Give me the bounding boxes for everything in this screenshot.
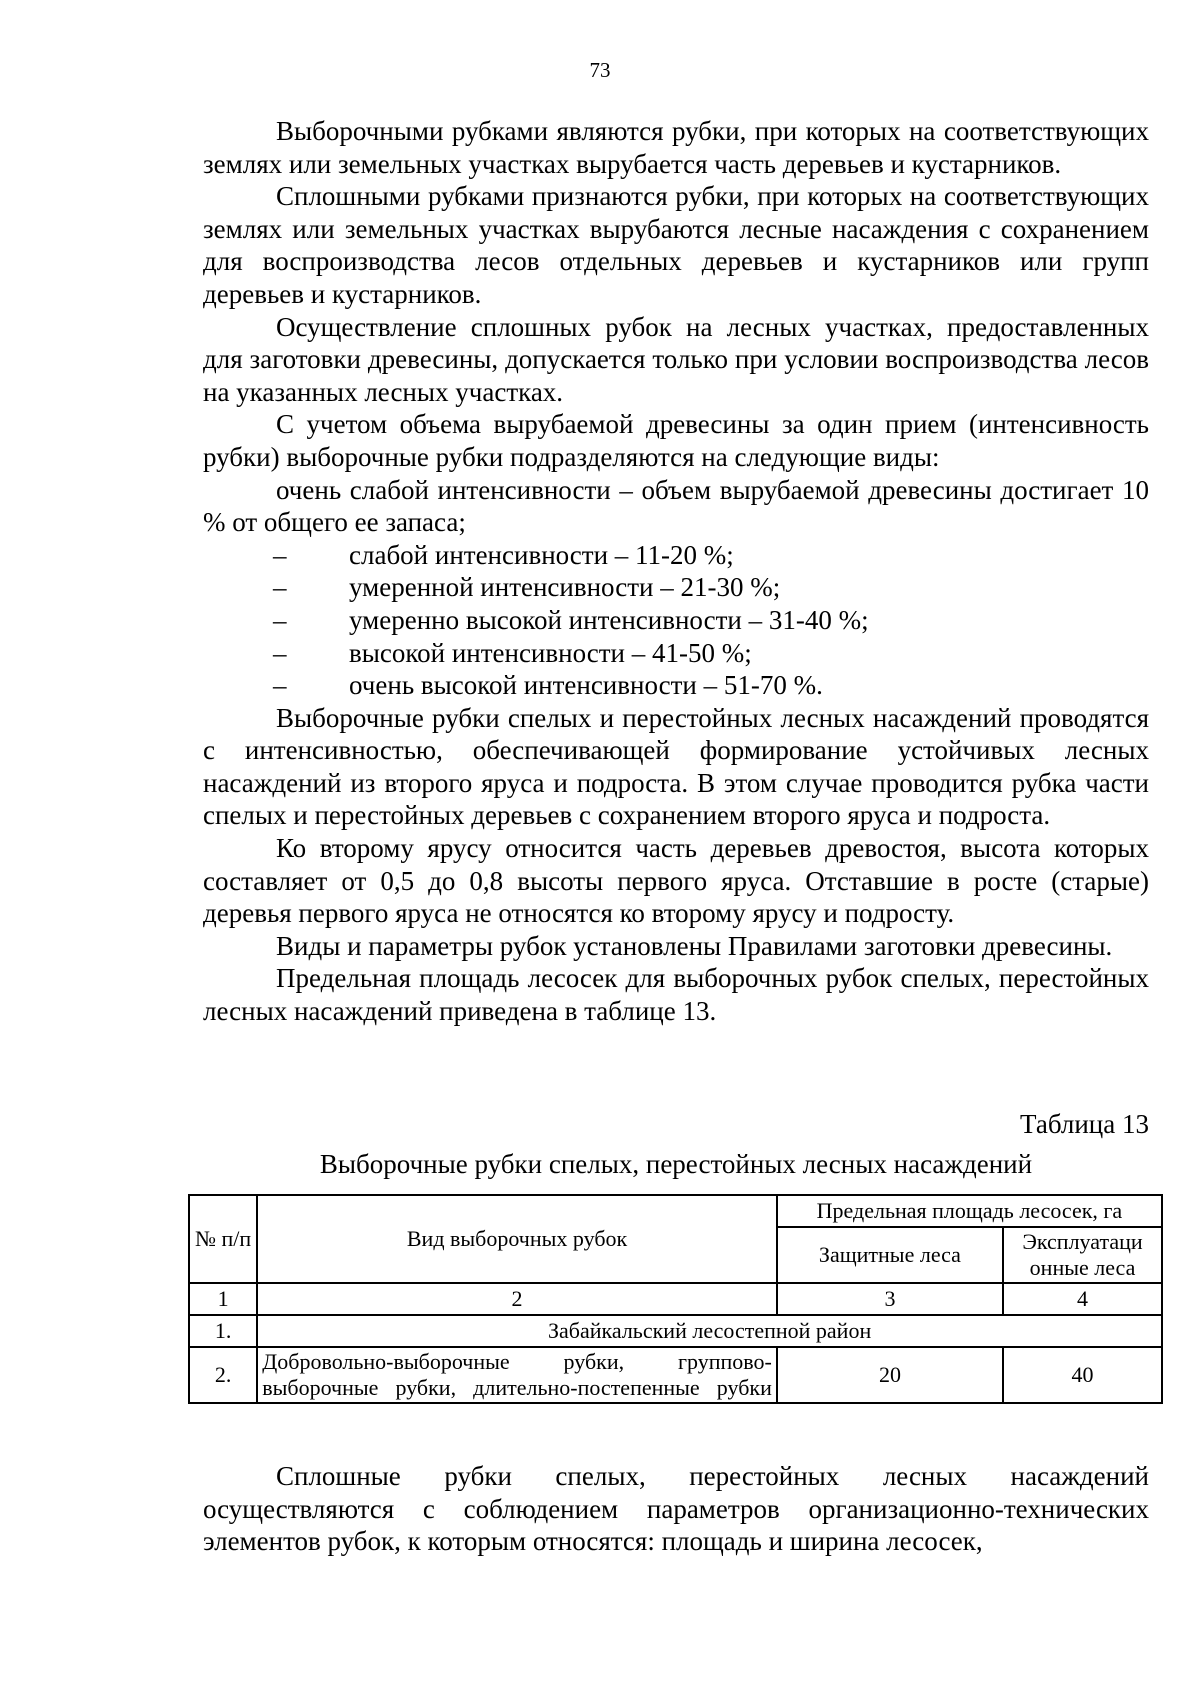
list-item (203, 669, 1149, 702)
row-num: 2. (189, 1347, 257, 1403)
table-cell: 2 (257, 1283, 777, 1315)
table-cell: 4 (1003, 1283, 1162, 1315)
list-item-text: слабой интенсивности – 11-20 %; (349, 539, 734, 570)
table-title: Выборочные рубки спелых, перестойных лесных насаждений (319, 1149, 1033, 1179)
list-item (203, 571, 1149, 604)
table-cell: 3 (777, 1283, 1003, 1315)
header-exploitation: Эксплуатаци онные леса (1003, 1227, 1162, 1283)
dash-marker: – (273, 604, 287, 635)
list-item (203, 604, 1149, 637)
paragraph-area-limit: Предельная площадь лесосек для выборочных рубок спелых, перестойных лесных насаждений приведена в таблице 13. (203, 963, 1149, 1027)
paragraph-selective-cuts: Выборочными рубками являются рубки, при которых на соответствующих землях или земельных участках вырубается часть деревьев и кустарников. (203, 116, 1149, 179)
table-header-row (189, 1195, 1162, 1227)
body-text-top (203, 115, 1149, 1028)
paragraph-intensity-intro: С учетом объема вырубаемой древесины за один прием (интенсивность рубки) выборочные рубки подразделяются на следующие виды: (203, 409, 1149, 472)
dash-marker: – (273, 670, 287, 701)
row-region: Забайкальский лесостепной район (257, 1315, 1162, 1347)
page-number: 73 (589, 58, 611, 82)
list-item-text: умеренной интенсивности – 21-30 %; (349, 572, 781, 603)
paragraph-clear-cut-parameters: Сплошные рубки спелых, перестойных лесных насаждений осуществляются с соблюдением параметров организационно-технических элементов рубок, к которым относятся: площадь и ширина лесосек, (203, 1461, 1149, 1557)
row-num: 1. (189, 1315, 257, 1347)
paragraph-clear-cuts: Сплошными рубками признаются рубки, при которых на соответствующих землях или земельных участках вырубаются лесные насаждения с сохранением для воспроизводства лесов отдельных деревьев и кустарников или групп деревьев и кустарников. (203, 181, 1149, 309)
paragraph-clear-cuts-condition: Осуществление сплошных рубок на лесных участках, предоставленных для заготовки древесины, допускается только при условии воспроизводства лесов на указанных лесных участках. (203, 311, 1149, 407)
paragraph-rules: Виды и параметры рубок установлены Правилами заготовки древесины. (276, 930, 1113, 961)
header-area-group: Предельная площадь лесосек, га (777, 1195, 1162, 1227)
paragraph-mature-stands: Выборочные рубки спелых и перестойных лесных насаждений проводятся с интенсивностью, обеспечивающей формирование устойчивых лесных насаждений из второго яруса и подроста. В этом случае проводится рубка части спелых и перестойных деревьев с сохранением второго яруса и подроста. (203, 702, 1149, 831)
dash-marker: – (273, 572, 287, 603)
selective-cuts-table (188, 1194, 1163, 1404)
row-cut-type: Добровольно-выборочные рубки, группово-выборочные рубки, длительно-постепенные рубки (257, 1347, 777, 1403)
header-cut-type: Вид выборочных рубок (257, 1195, 777, 1283)
table-caption: Таблица 13 (1020, 1109, 1149, 1139)
list-item-text: очень высокой интенсивности – 51-70 %. (349, 670, 823, 701)
table-row (189, 1347, 1162, 1403)
row-exploitation-area: 40 (1003, 1347, 1162, 1403)
table-index-row (189, 1283, 1162, 1315)
table-cell: 1 (189, 1283, 257, 1315)
paragraph-very-low-intensity: очень слабой интенсивности – объем вырубаемой древесины достигает 10 % от общего ее запаса; (203, 474, 1149, 538)
list-item-text: умеренно высокой интенсивности – 31-40 %; (349, 604, 869, 635)
row-protective-area: 20 (777, 1347, 1003, 1403)
intensity-list (203, 539, 1149, 702)
list-item (203, 539, 1149, 572)
table-row (189, 1315, 1162, 1347)
dash-marker: – (273, 539, 287, 570)
list-item-text: высокой интенсивности – 41-50 %; (349, 637, 752, 668)
paragraph-second-tier: Ко второму ярусу относится часть деревьев древостоя, высота которых составляет от 0,5 до 0,8 высоты первого яруса. Отставшие в росте (старые) деревья первого яруса не относятся ко второму ярусу и подросту. (203, 833, 1149, 929)
body-text-bottom (203, 1460, 1149, 1558)
list-item (203, 637, 1149, 670)
header-protective: Защитные леса (777, 1227, 1003, 1283)
header-num: № п/п (189, 1195, 257, 1283)
dash-marker: – (273, 637, 287, 668)
